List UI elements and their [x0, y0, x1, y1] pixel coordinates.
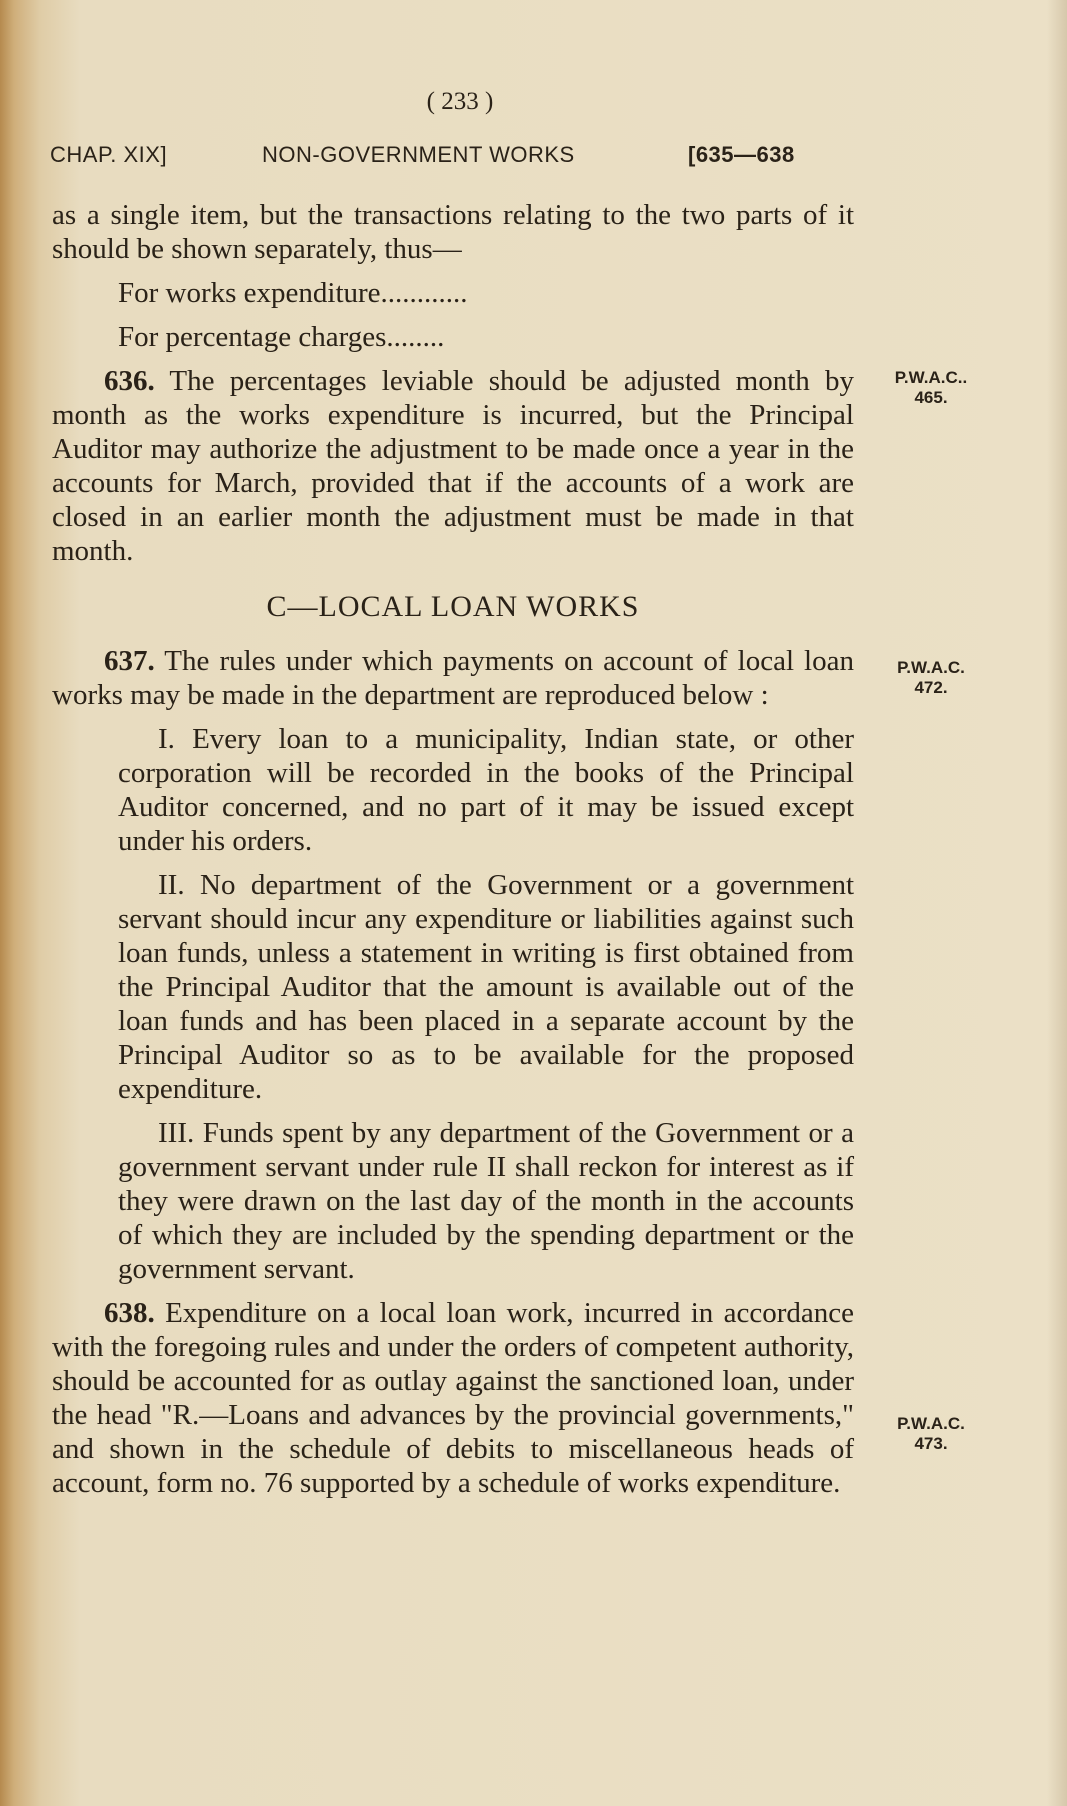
- rule-numeral: I.: [158, 723, 175, 755]
- rule-text: Every loan to a municipality, Indian state, or other corporation will be recorded in the books of the Principal Auditor concerned, and no part of it may be issued except under his orders.: [118, 723, 855, 857]
- margin-ref-636: [876, 368, 986, 408]
- chapter-label: CHAP. XIX]: [50, 142, 168, 167]
- margin-ref-637: [876, 658, 986, 698]
- percentage-charges-line: For percentage charges........: [118, 321, 445, 353]
- paragraph-638: [52, 1296, 854, 1500]
- page-body: [52, 198, 854, 1500]
- margin-ref-637-num: 472.: [914, 678, 948, 697]
- paragraph-638-text: Expenditure on a local loan work, incurred in accordance with the foregoing rules and under the orders of competent authority, should be accounted for as outlay against the sanctioned loan, under the head "R.—Loans and advances by the provincial governments," and shown in the schedule of debits to miscellaneous heads of account, form no. 76 supported by a schedule of works expenditure.: [52, 1297, 854, 1499]
- page-number: ( 233 ): [426, 88, 494, 115]
- margin-ref-637-code: P.W.A.C.: [897, 658, 965, 677]
- works-expenditure-line: For works expenditure............: [118, 277, 468, 309]
- section-range: [635—638: [688, 142, 795, 167]
- paragraph-637: [52, 644, 854, 712]
- rule-item: [118, 722, 854, 858]
- rule-text: No department of the Government or a government servant should incur any expenditure or liabilities against such loan funds, unless a statement in writing is first obtained from the Principal Auditor that the amount is available out of the loan funds and has been placed in a separate account by the Principal Auditor so as to be available for the proposed expenditure.: [118, 869, 854, 1105]
- rule-text: Funds spent by any department of the Government or a government servant under rule II shall reckon for interest as if they were drawn on the last day of the month in the accounts of which they are included by the spending department or the government servant.: [118, 1117, 855, 1285]
- paragraph-637-text: The rules under which payments on account of local loan works may be made in the department are reproduced below :: [52, 645, 854, 711]
- margin-ref-638: [876, 1414, 986, 1454]
- margin-ref-638-code: P.W.A.C.: [897, 1414, 965, 1433]
- margin-ref-638-num: 473.: [914, 1434, 948, 1453]
- chapter-title: NON-GOVERNMENT WORKS: [262, 142, 575, 167]
- rule-item: [118, 1116, 854, 1286]
- paragraph-638-number: 638.: [104, 1297, 155, 1329]
- paragraph-637-number: 637.: [104, 645, 155, 677]
- rule-item: [118, 868, 854, 1106]
- rule-numeral: II.: [158, 869, 185, 901]
- paragraph-636-number: 636.: [104, 365, 155, 397]
- rule-numeral: III.: [158, 1117, 195, 1149]
- intro-paragraph: as a single item, but the transactions relating to the two parts of it should be shown separately, thus—: [52, 199, 854, 265]
- paragraph-636-text: The percentages leviable should be adjusted month by month as the works expenditure is incurred, but the Principal Auditor may authorize the adjustment to be made once a year in the accounts for March, provided that if the accounts of a work are closed in an earlier month the adjustment must be made in that month.: [52, 365, 854, 567]
- section-heading: C—LOCAL LOAN WORKS: [266, 590, 640, 623]
- margin-ref-636-num: 465.: [914, 388, 948, 407]
- paragraph-636: [52, 364, 854, 568]
- margin-ref-636-code: P.W.A.C..: [894, 368, 968, 387]
